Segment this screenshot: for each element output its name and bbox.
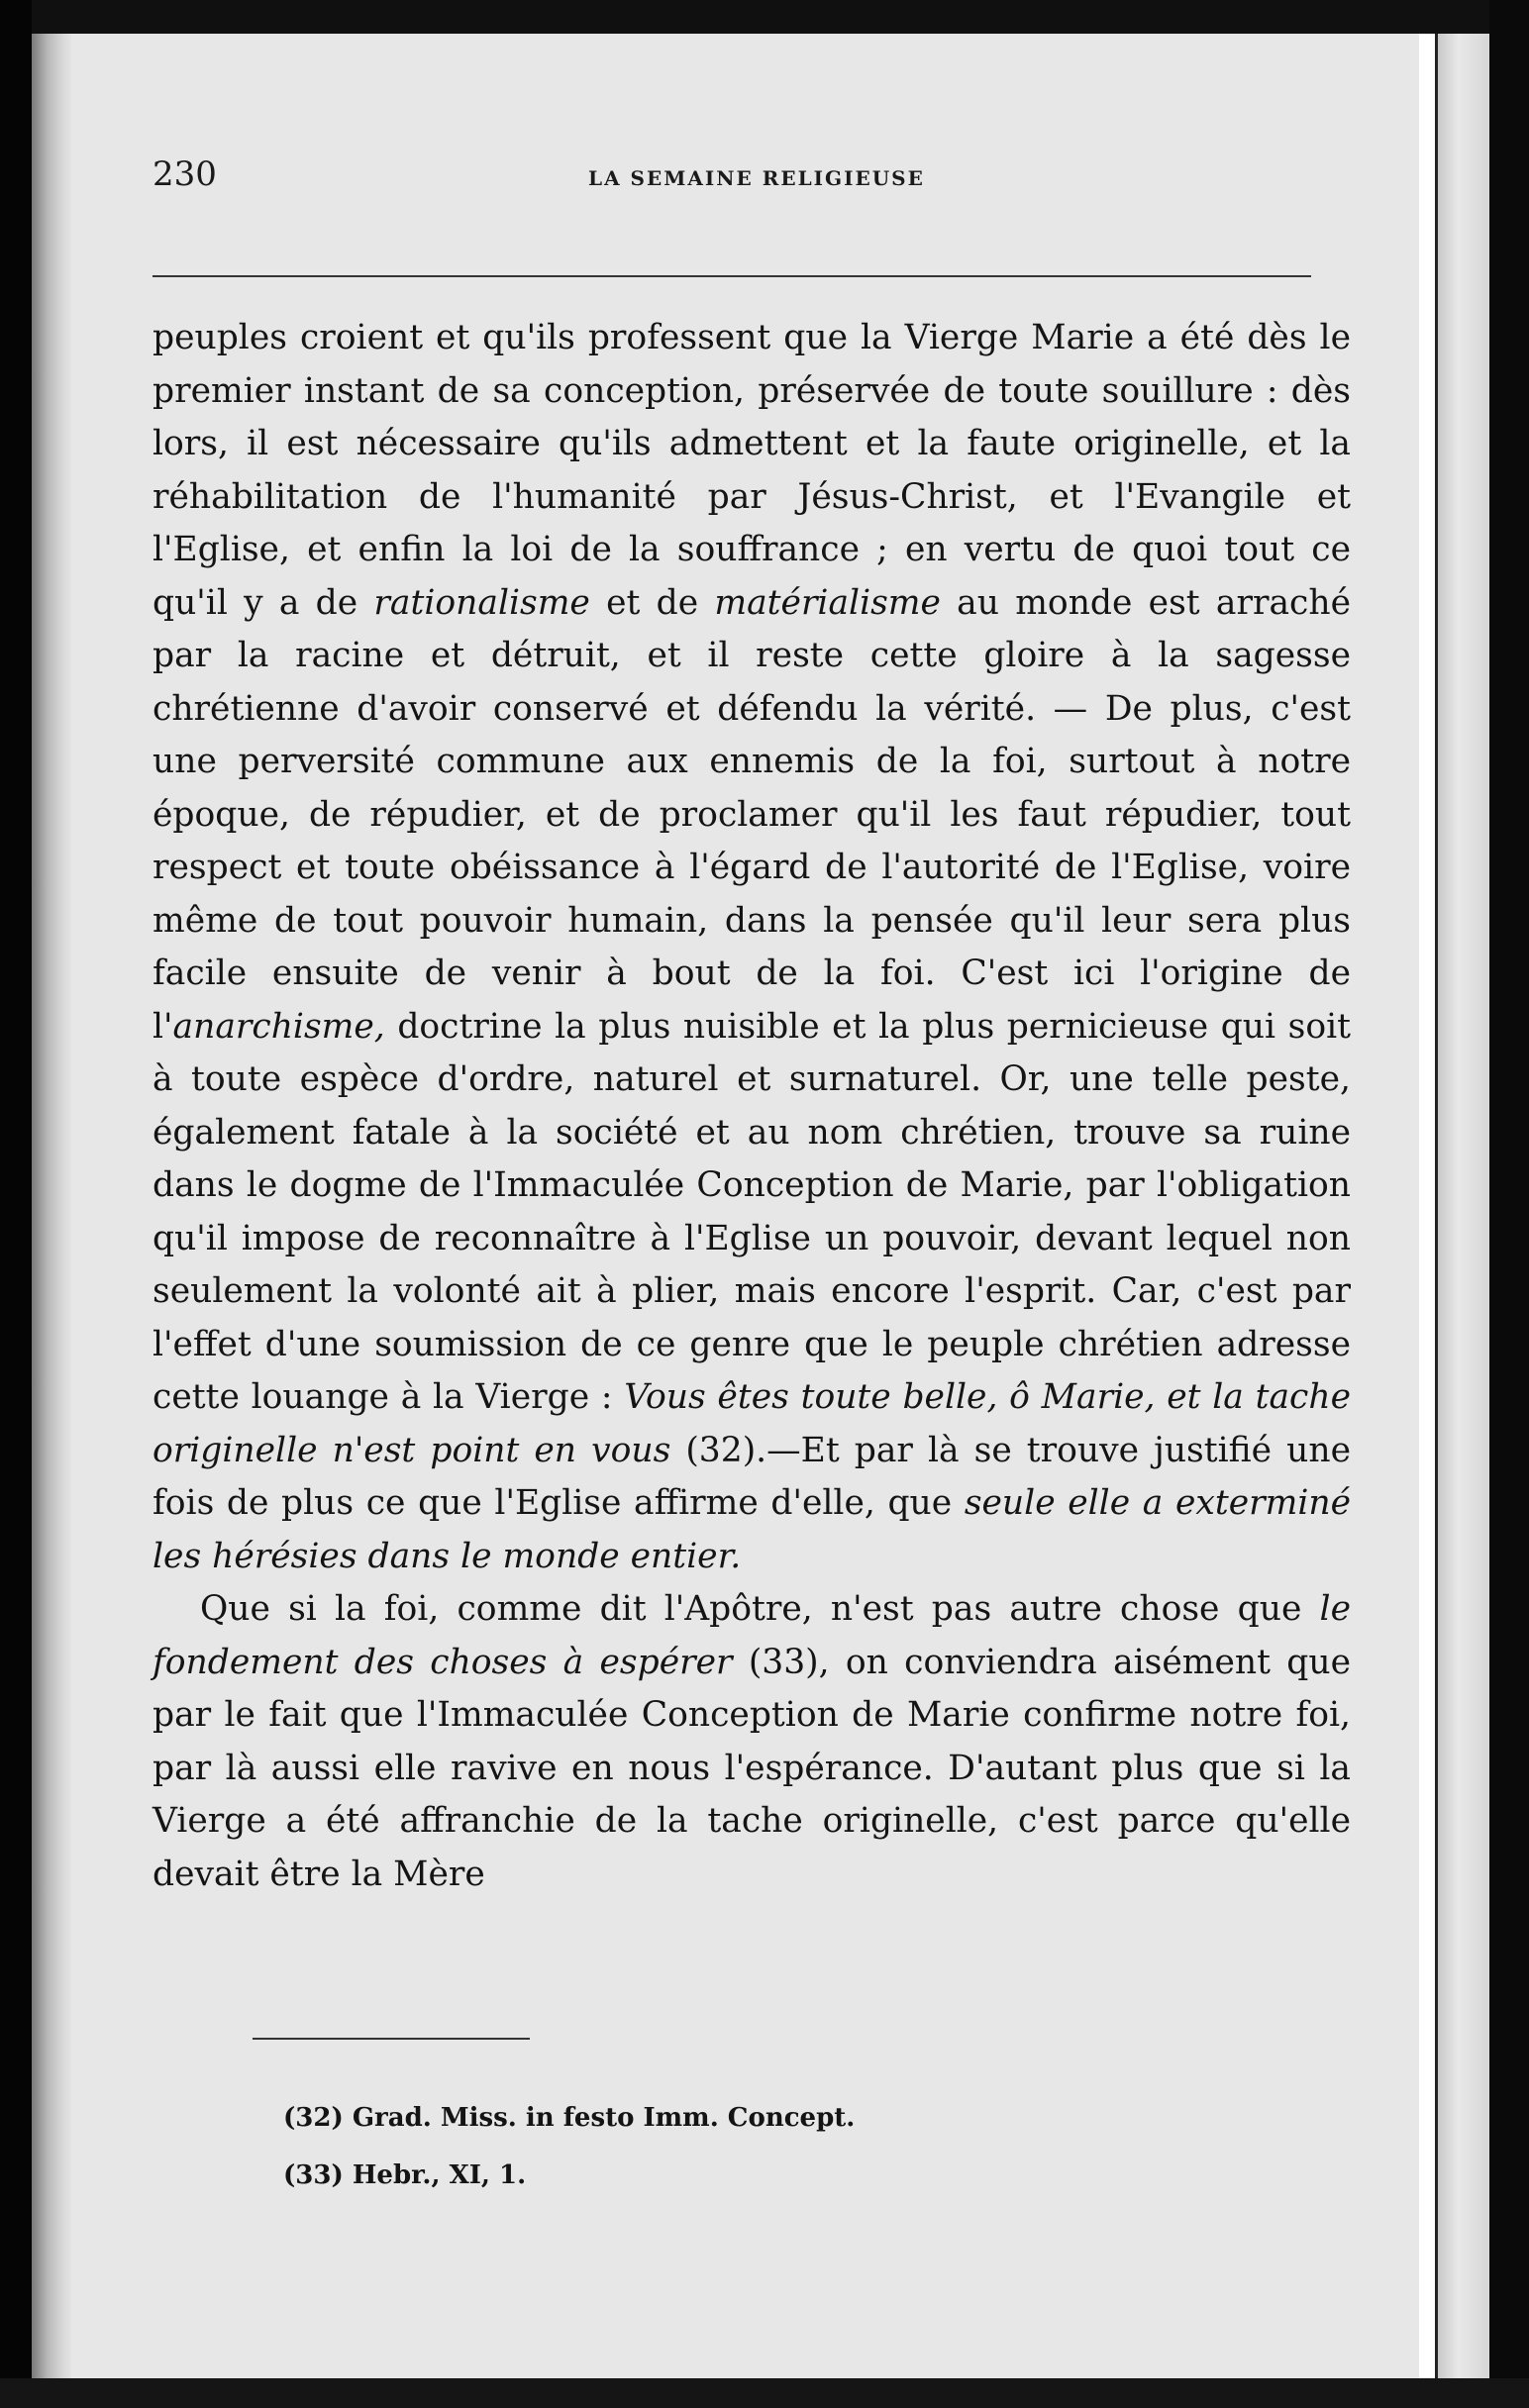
footnotes [283,2089,1174,2204]
footnote-32: (32) Grad. Miss. in festo Imm. Concept. [283,2103,856,2133]
italic-run: le fondement des choses à espérer [153,1589,1351,1682]
facing-page-strip [1435,34,1489,2378]
italic-run: matérialisme [714,582,941,623]
page-binding [32,34,71,2378]
text-run: au monde est arraché par la racine et détruit, et il reste cette gloire à la sagesse chrétienne d'avoir conservé et défendu la vérité. — De plus, c'est une perversité commune aux ennemis de la foi, surtout à notre époque, de répudier, et de proclamer qu'il les faut répudier, tout respect et toute obéissance à l'égard de l'autorité de l'Eglise, voire même de tout pouvoir humain, dans la pensée qu'il leur sera plus facile ensuite de venir à bout de la foi. C'est ici l'origine de l' [153,582,1351,1047]
text-run: peuples croient et qu'ils professent que la Vierge Marie a été dès le premier instant de sa conception, préservée de toute souillure : dès lors, il est nécessaire qu'ils admettent et la faute originelle, et la réhabilitation de l'humanité par Jésus-Christ, et l'Evangile et l'Eglise, et enfin la loi de la souffrance ; en vertu de quoi tout ce qu'il y a de [153,318,1351,623]
italic-run: anarchisme, [172,1006,385,1047]
page-number: 230 [153,154,217,194]
scan-edge-bottom [0,2378,1529,2408]
header-rule [153,275,1311,277]
running-header [153,154,1311,224]
paragraph-2 [153,1583,1351,1901]
footnote-33: (33) Hebr., XI, 1. [283,2160,527,2190]
italic-run: Vous êtes toute belle, ô Marie, et la tache originelle n'est point en vous [153,1377,1351,1470]
running-title: LA SEMAINE RELIGIEUSE [588,166,925,190]
scan-edge-top [0,0,1529,34]
text-run: doctrine la plus nuisible et la plus pernicieuse qui soit à toute espèce d'ordre, naturel et surnaturel. Or, une telle peste, également fatale à la société et au nom chrétien, trouve sa ruine dans le dogme de l'Immaculée Conception de Marie, par l'obligation qu'il impose de reconnaître à l'Eglise un pouvoir, devant lequel non seulement la volonté ait à plier, mais encore l'esprit. Car, c'est par l'effet d'une soumission de ce genre que le peuple chrétien adresse cette louange à la Vierge : [153,1006,1351,1417]
text-run: et de [589,582,715,623]
italic-run: rationalisme [373,582,590,623]
text-run: (32).—Et par là se trouve justifié une fois de plus ce que l'Eglise affirme d'elle, que [153,1430,1351,1523]
footnote-rule [253,2038,530,2040]
italic-run: seule elle a exterminé les hérésies dans le monde entier. [153,1483,1351,1576]
text-run: Que si la foi, comme dit l'Apôtre, n'est pas autre chose que [200,1589,1320,1629]
body-text [153,312,1351,1901]
paragraph-1 [153,312,1351,1583]
scan-edge-left [0,0,32,2408]
text-run: (33), on conviendra aisément que par le fait que l'Immaculée Conception de Marie confirme notre foi, par là aussi elle ravive en nous l'espérance. D'autant plus que si la Vierge a été affranchie de la tache originelle, c'est parce qu'elle devait être la Mère [153,1642,1352,1894]
scan-edge-right [1489,0,1529,2408]
